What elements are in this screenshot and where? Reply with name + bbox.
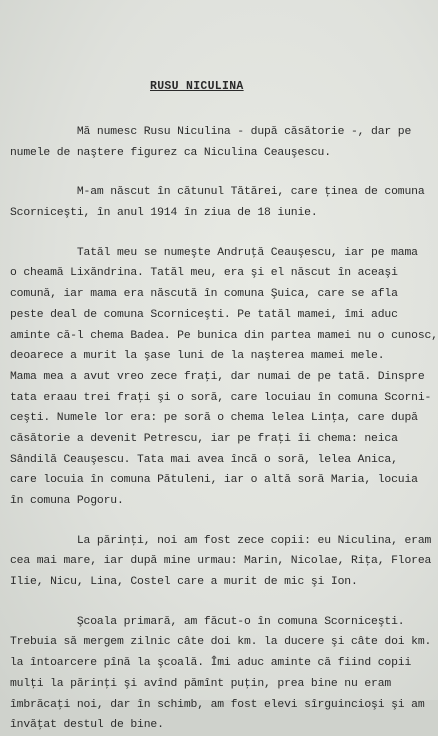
paragraph	[10, 243, 436, 512]
text-line: peste deal de comuna Scorniceşti. Pe tatăl mamei, îmi aduc	[10, 308, 398, 321]
text-line: La părinţi, noi am fost zece copii: eu Niculina, eram	[10, 534, 432, 547]
paragraph	[10, 122, 436, 163]
text-line: Ilie, Nicu, Lina, Costel care a murit de mic şi Ion.	[10, 576, 358, 589]
paragraph	[10, 182, 436, 223]
text-line: învăţat destul de bine.	[10, 719, 164, 732]
text-line: aminte că-l chema Badea. Pe bunica din partea mamei nu o cunosc,	[10, 329, 438, 342]
text-line: Şcoala primară, am făcut-o în comuna Scorniceşti.	[10, 615, 405, 628]
text-line: o cheamă Lixăndrina. Tatăl meu, era şi el născut în aceaşi	[10, 267, 398, 280]
document-title: RUSU NICULINA	[150, 80, 244, 93]
text-line: Tatăl meu se numeşte Andruţă Ceauşescu, iar pe mama	[10, 246, 418, 259]
text-line: Mama mea a avut vreo zece fraţi, dar numai de pe tată. Dinspre	[10, 370, 425, 383]
text-line: Sândilă Ceauşescu. Tata mai avea încă o soră, lelea Anica,	[10, 453, 398, 466]
paragraph-gap	[10, 163, 436, 182]
paragraph	[10, 612, 436, 736]
text-line: M-am născut în cătunul Tătărei, care ţinea de comuna	[10, 186, 425, 199]
text-line: la întoarcere pînă la şcoală. Îmi aduc aminte că fiind copii	[10, 657, 412, 670]
paragraph-gap	[10, 512, 436, 531]
paragraph-gap	[10, 224, 436, 243]
text-line: Mă numesc Rusu Niculina - după căsătorie -, dar pe	[10, 126, 412, 138]
text-line: îmbrăcaţi noi, dar în schimb, am fost elevi sîrguincioşi şi am	[10, 698, 425, 711]
text-line: mulţi la părinţi şi avînd pămînt puţin, prea bine nu eram	[10, 677, 392, 690]
text-line: numele de naştere figurez ca Niculina Ceauşescu.	[10, 146, 331, 159]
text-line: ceşti. Numele lor era: pe soră o chema leleа Linţa, care după	[10, 412, 418, 425]
text-line: comună, iar mama era născută în comuna Şuica, care se afla	[10, 288, 398, 301]
text-line: Trebuia să mergem zilnic câte doi km. la ducere şi câte doi km.	[10, 636, 432, 649]
text-line: cea mai mare, iar după mine urmau: Marin, Nicolae, Riţa, Florea	[10, 555, 432, 568]
paragraph-gap	[10, 593, 436, 612]
text-line: Scorniceşti, în anul 1914 în ziua de 18 iunie.	[10, 207, 318, 220]
document-body	[10, 122, 436, 736]
text-line: deoarece a murit la şase luni de la naşterea mamei mele.	[10, 350, 385, 363]
text-line: tata eraau trei fraţi şi o soră, care locuiau în comuna Scorni-	[10, 391, 432, 404]
paragraph	[10, 531, 436, 593]
text-line: care locuia în comuna Pătuleni, iar o altă soră Maria, locuia	[10, 474, 418, 487]
text-line: în comuna Pogoru.	[10, 495, 124, 507]
text-line: căsătorie a devenit Petrescu, iar pe fraţi îi chema: neica	[10, 432, 398, 445]
